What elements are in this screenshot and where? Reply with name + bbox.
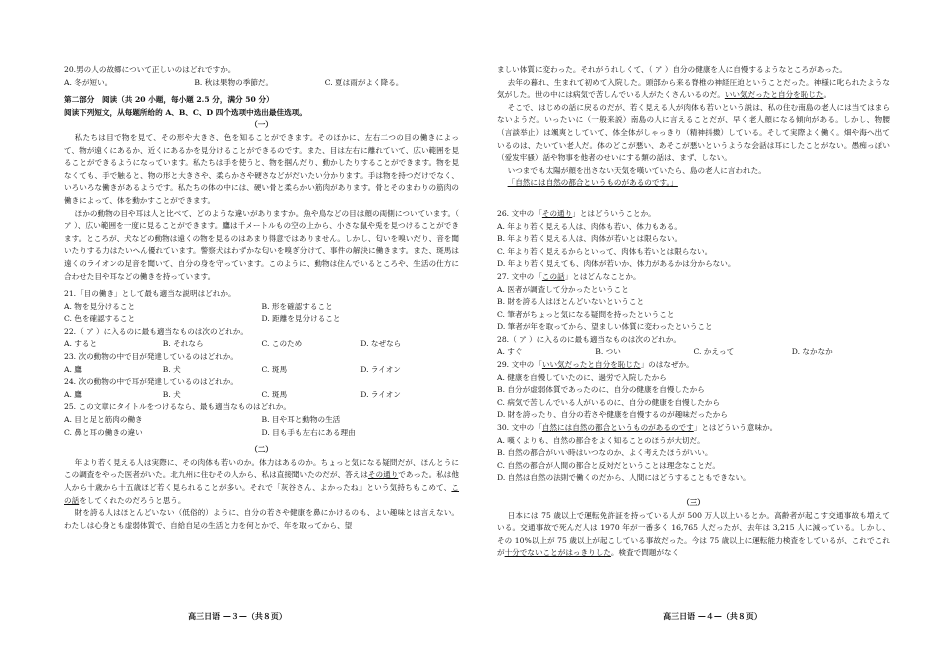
option-c: C. 色を確認すること bbox=[64, 314, 136, 324]
option-b: B. 年より若く見える人は、肉体が若いとは限らない。 bbox=[497, 234, 683, 244]
passage-title: （三） bbox=[682, 498, 705, 507]
question-stem: 30. 文中の「自然には自然の都合というものがあるのです」とはどういう意味か。 bbox=[497, 423, 778, 433]
page-right bbox=[475, 0, 950, 659]
question-stem: 20.男の人の故郷について正しいのはどれですか。 bbox=[64, 65, 236, 74]
question-27 bbox=[497, 271, 890, 334]
passage-quote: 「自然には自然の都合というものがあるのです。」 bbox=[507, 178, 678, 188]
option-a: A. 嘆くよりも、自然の都合をよく知ることのほうが大切だ。 bbox=[497, 435, 705, 445]
option-c: C. このため bbox=[261, 339, 303, 349]
option-a: A. 医者が調査して分かったということ bbox=[497, 284, 629, 294]
option-c: C. 夏は雨がよく降る。 bbox=[324, 77, 404, 87]
page-footer: 高三日语 —４—（共８页） bbox=[663, 611, 762, 621]
option-d: D. なぜなら bbox=[360, 339, 402, 349]
options-row bbox=[64, 77, 459, 90]
option-b: B. つい bbox=[595, 347, 621, 357]
question-stem: 25. この文章にタイトルをつけるなら、最も適当なものはどれか。 bbox=[64, 402, 291, 412]
section-instruction: 阅读下列短文，从每题所给的 A、B、C、D 四个选项中选出最佳选项。 bbox=[64, 107, 307, 117]
option-b: B. 形を確認すること bbox=[261, 301, 333, 311]
option-b: B. 秋は果物の季節だ。 bbox=[194, 77, 274, 87]
option-a: A. 年より若く見える人は、肉体も若い、体力もある。 bbox=[497, 221, 682, 231]
option-b: B. 自分が虚弱体質であったのに、自分の健康を自慢したから bbox=[497, 385, 705, 395]
option-b: B. 目や耳と動物の生活 bbox=[261, 415, 341, 425]
question-22 bbox=[64, 326, 459, 351]
option-d: D. なかなか bbox=[791, 347, 833, 357]
passage-paragraph: 去年の暮れ、生まれて初めて入院した。頭部から来る脊椎の神経圧迫ということだった。神様に叱られたような気がした。世の中には病気で苦しんでいる人がたくさんいるのだ。いい気だったと自分を恥じた。 bbox=[497, 77, 890, 100]
passage-title: （二） bbox=[250, 445, 273, 455]
option-a: A. すぐ bbox=[497, 347, 523, 357]
option-a: A. 鷹 bbox=[64, 389, 82, 399]
option-b: B. 犬 bbox=[162, 364, 181, 374]
option-b: B. 自然の都合がいい時はいつなのか、よく考えたほうがいい。 bbox=[497, 448, 713, 458]
option-b: B. それなら bbox=[162, 339, 204, 349]
section-header: 第二部分 阅读（共 20 小题，每小题 2.5 分，满分 50 分） bbox=[64, 95, 274, 105]
passage-paragraph: 財を誇る人はほとんどいない（低俗的）ように、自分の若さや健康を鼻にかけるのも、よい趣味とは言えない。わたしは心身とも虚弱体質で、自給自足の生活と力を何とかで、年を取ってから、望 bbox=[64, 508, 459, 530]
passage-paragraph: 私たちは目で物を見て、その形や大きさ、色を知ることができます。そのほかに、左右二つの目の働きによって、物が遠くにあるか、近くにあるかを見分けることができるのです。また、目は左右に離れていて、広い範囲を見ることができるようになっています。私たちは手を使うと、物を掴んだり、動かしたりすることができます。物を見なくても、手で触ると、物の形と大きさや、柔らかさや硬さなどがだいたい分かります。手は物を持つだけでなく、いろいろな働きがあるようです。私たちの体の中には、硬い骨と柔らかい筋肉があります。骨とそのまわりの筋肉の働きによって、体を動かすことができます。 bbox=[64, 132, 459, 205]
question-28 bbox=[497, 334, 890, 359]
option-a: A. 目と足と筋肉の働き bbox=[64, 415, 143, 425]
question-26 bbox=[497, 208, 890, 271]
question-25 bbox=[64, 401, 459, 439]
option-c: C. 筆者がちょっと気になる疑問を持ったということ bbox=[497, 309, 675, 319]
option-a: A. 物を見分けること bbox=[64, 301, 136, 311]
option-c: C. 自然の都合が人間の都合と反対だということは理念なことだ。 bbox=[497, 460, 720, 470]
option-d: D. 距離を見分けること bbox=[261, 314, 341, 324]
option-c: C. 斑馬 bbox=[261, 364, 288, 374]
option-d: D. ライオン bbox=[360, 364, 401, 374]
option-c: C. かえって bbox=[693, 347, 735, 357]
option-d: D. 財を誇ったり、自分の若さや健康を自慢するのが趣味だったから bbox=[497, 410, 728, 420]
passage-title: （一） bbox=[250, 120, 273, 130]
question-stem: 22.（ ア ）に入るのに最も適当なものは次のどれか。 bbox=[64, 326, 248, 336]
question-stem: 27. 文中の「この話」とはどんなことか。 bbox=[497, 271, 641, 281]
option-c: C. 斑馬 bbox=[261, 389, 288, 399]
option-a: A. 冬が短い。 bbox=[64, 77, 113, 87]
underlined-phrase: 十分でないことがはっきりした bbox=[504, 548, 611, 558]
option-b: B. 犬 bbox=[162, 389, 181, 399]
question-stem: 21.「目の働き」として最も適当な説明はどれか。 bbox=[64, 289, 236, 299]
question-21 bbox=[64, 288, 459, 326]
question-stem: 29. 文中の「いい気だったと自分を恥じた」のはなぜか。 bbox=[497, 360, 694, 370]
passage-paragraph: そこで、はじめの話に戻るのだが、若く見える人が肉体も若いという説は、私の住む南島の老人には当てはまらないようだ。いったいに（一般来説）南島の人に言えることだが、早く老人顔になる傾向がある。しかし、物腰（言談举止）は颯爽としていて、体全体がしゃっきり（精神抖擞）している。そして実際よく働く。畑や海へ出ているのは、たいてい老人だ。体のどこが悪い、あそこが悪いというような会話は耳にしたことがない。愚痴っぽい（爱发牢骚）話や物事を他者のせいにする類の話は、まず、しない。 bbox=[497, 102, 890, 163]
passage-paragraph: ましい体質に変わった。それがうれしくて、（ ア ）自分の健康を人に自慢するようなところがあった。 bbox=[497, 65, 848, 74]
option-a: A. すると bbox=[64, 339, 98, 349]
option-d: D. 目も手も左右にある理由 bbox=[261, 427, 356, 437]
option-c: C. 鼻と耳の働きの違い bbox=[64, 427, 143, 437]
option-a: A. 鷹 bbox=[64, 364, 82, 374]
option-c: C. 病気で苦しんでいる人がいるのに、自分の健康を自慢したから bbox=[497, 397, 720, 407]
underlined-phrase: この話 bbox=[64, 483, 459, 505]
question-stem: 23. 次の動物の中で目が発達しているのはどれか。 bbox=[64, 352, 238, 362]
question-stem: 26. 文中の「その通り」とはどういうことか。 bbox=[497, 208, 656, 218]
option-d: D. 自然は自然の法則で働くのだから、人間にはどうすることもできない。 bbox=[497, 473, 751, 483]
option-b: B. 財を誇る人はほとんどいないということ bbox=[497, 297, 645, 307]
page-footer: 高三日语 —３—（共８页） bbox=[188, 611, 287, 621]
option-a: A. 健康を自慢していたのに、過労で入院したから bbox=[497, 372, 667, 382]
passage-paragraph: いつまでも太陽が顔を出さない天気を嘆いていたら、島の老人に言われた。 bbox=[507, 165, 766, 175]
passage-paragraph: 日本には 75 歳以上で運転免許証を持っている人が 500 万人以上いるとか。高齢者が起こす交通事故も増えている。交通事故で死んだ人は 1970 年が一番多く 16,765 人だったが、去年は 3,215 人に減っている。しかし、その 10%以上が 75 歳以上が起こしている事故だった。今は 75 歳以上に運転能力検査をしているが、これでこれが十分でないことがはっきりした。検査で問題がなく bbox=[497, 510, 890, 558]
question-stem: 24. 次の動物の中で耳が発達しているのはどれか。 bbox=[64, 377, 238, 387]
option-d: D. ライオン bbox=[360, 389, 401, 399]
question-30 bbox=[497, 422, 890, 485]
question-23 bbox=[64, 351, 459, 376]
option-c: C. 年より若く見えるからといって、肉体も若いとは限らない。 bbox=[497, 246, 713, 256]
passage-paragraph: 年より若く見える人は実際に、その肉体も若いのか。体力はあるのか。ちょっと気になる疑問だが、ほんとうにこの調査をやった医者がいた。北九州に住むその人から、私は直接聞いたのだが、答えはその通りであった。私は他人から十歳から十五歳ほど若く見られることが多い。それで「灰谷さん、よかったね」という気持ちもこめて、この話をしてくれたのだろうと思う。 bbox=[64, 457, 459, 505]
question-24 bbox=[64, 376, 459, 401]
passage-paragraph: ほかの動物の目や耳は人と比べて、どのような違いがありますか。魚や鳥などの目は顔の両側についています。（ ア ）、広い範囲を一度に見ることができます。鷹は千メートルもの空の上から、小さな鼠や兎を見つけることができます。ところが、犬などの動物は遠くの物を見るのはあまり得意ではありません。しかし、匂いを嗅いだり、音を聞いたりする力はたいへん優れています。警察犬はわずかな匂いを嗅ぎ分けて、事件の解決に働きます。また、斑馬は遠くのライオンの足音を聞いて、自分の身を守っています。このように、動物は住んでいるところや、生活の仕方に合わせた目や耳などの働きを持っています。 bbox=[64, 208, 459, 281]
option-d: D. 年より若く見えても、肉体が若いか、体力があるかは分からない。 bbox=[497, 259, 736, 269]
underlined-phrase: その通り bbox=[367, 470, 399, 480]
underlined-phrase: いい気だったと自分を恥じた bbox=[724, 90, 824, 100]
question-29 bbox=[497, 359, 890, 422]
question-stem: 28.（ ア ）に入るのに最も適当なものは次のどれか。 bbox=[497, 334, 681, 344]
question-20 bbox=[64, 64, 459, 89]
option-d: D. 筆者が年を取ってから、望ましい体質に変わったということ bbox=[497, 322, 713, 332]
